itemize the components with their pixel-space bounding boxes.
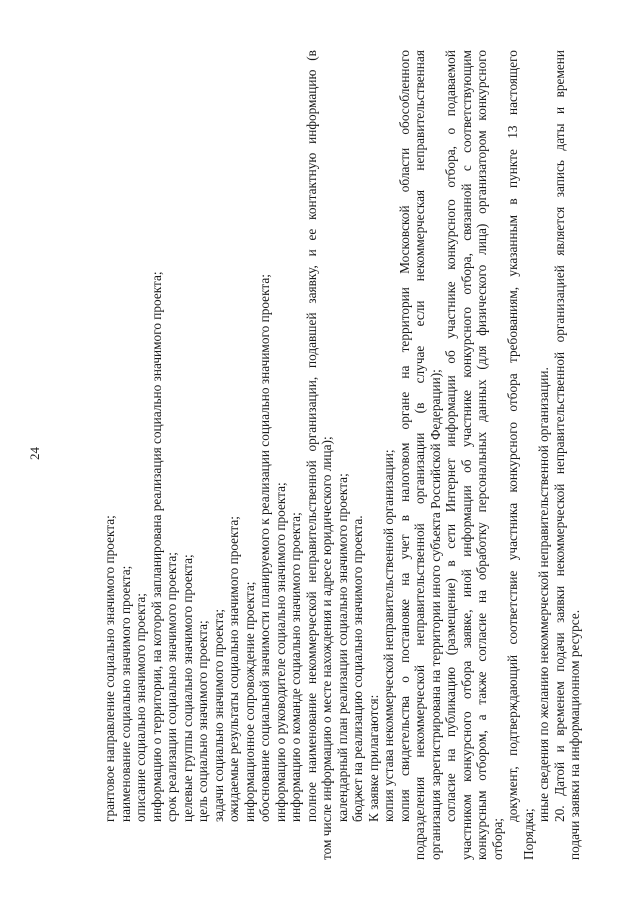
word: конкурсного: [474, 50, 489, 121]
word: неправительственной: [551, 351, 567, 475]
word: отбора: [505, 373, 520, 412]
word: заявку,: [303, 265, 319, 304]
word: запись: [551, 160, 567, 198]
word: организатором: [474, 130, 489, 214]
word: отбора: [458, 660, 474, 699]
word: обработку: [474, 522, 489, 581]
consent-line-4: отбора;: [489, 818, 505, 860]
list-item: задачи социально значимого проекта;: [210, 608, 226, 822]
word: области: [396, 147, 412, 193]
list-item: информацию о территории, на которой запланирована реализация социально значимого проекта;: [148, 271, 164, 822]
word: некоммерческой: [412, 664, 427, 758]
word: (для: [474, 345, 489, 370]
clause-20-line-1: [552, 50, 568, 860]
word: Интернет: [443, 458, 458, 513]
word: постановке: [396, 598, 412, 663]
word: публикацию: [443, 666, 458, 737]
certificate-line-2: [412, 50, 428, 860]
word: конкурсным: [474, 790, 489, 860]
consent-line-3: [474, 50, 490, 860]
word: участника: [505, 502, 520, 561]
word: организацией: [551, 265, 567, 343]
word: на: [443, 748, 458, 762]
list-item: цель социально значимого проекта;: [195, 620, 210, 822]
word: лица): [474, 223, 489, 255]
word: информацию: [303, 69, 319, 144]
word: участником: [458, 794, 474, 860]
list-item: ожидаемые результаты социально значимого проекта;: [226, 516, 241, 822]
word: в: [505, 198, 520, 205]
word: а: [474, 714, 489, 721]
list-item: наименование социально значимого проекта;: [117, 565, 133, 822]
document-line-2: Порядка;: [520, 808, 536, 860]
word: обособленного: [396, 50, 412, 135]
word: документ,: [505, 766, 520, 822]
word: информации: [458, 485, 474, 557]
page-number: 24: [27, 447, 42, 460]
word: о: [443, 127, 458, 135]
word: 20.: [551, 805, 567, 822]
list-item: грантовое направление социально значимого проекта;: [102, 515, 117, 822]
certificate-line-1: [397, 50, 413, 860]
word: пункте: [505, 149, 520, 188]
word: если: [412, 300, 427, 327]
word: подтверждающий: [505, 654, 520, 756]
word: конкурсного: [458, 307, 474, 378]
word: о: [396, 676, 412, 683]
word: отбора,: [443, 146, 458, 188]
list-item: информационное сопровождение проекта;: [241, 581, 257, 822]
word: (размещение): [443, 578, 458, 656]
charter-copy-item: копия устава некоммерческой неправительственной организации;: [381, 449, 396, 822]
word: организации,: [303, 376, 319, 452]
word: (в: [412, 402, 427, 414]
word: конкурсного: [505, 421, 520, 493]
word: и: [303, 249, 319, 257]
rotated-text-block: [27, 50, 592, 860]
word: заявке,: [458, 609, 474, 649]
word: Датой: [551, 761, 567, 796]
word: территории: [396, 287, 412, 353]
word: заявки: [551, 585, 567, 623]
list-item: описание социально значимого проекта;: [133, 593, 148, 822]
word: об: [443, 350, 458, 364]
word: неправительственная: [412, 50, 427, 171]
word: требованиям,: [505, 286, 520, 363]
list-item: бюджет на реализацию социально значимого проекта.: [350, 515, 365, 822]
word: контактную: [303, 152, 319, 220]
word: неправительственной: [412, 523, 427, 646]
word: и: [551, 745, 567, 753]
word: ее: [303, 228, 319, 241]
clause-20-line-2: подачи заявки на информационном ресурсе.: [567, 609, 582, 860]
word: на: [474, 589, 489, 604]
word: соответствующим: [458, 50, 474, 153]
list-item: целевые группы социально значимого проекта;: [179, 554, 195, 822]
word: конкурсного: [458, 711, 474, 782]
word: даты: [551, 123, 567, 151]
word: подачи: [551, 632, 567, 672]
word: также: [474, 671, 489, 705]
word: участнике: [443, 281, 458, 339]
word: участнике: [458, 389, 474, 448]
word: полное: [303, 781, 319, 822]
word: указанным: [505, 215, 520, 277]
word: учет: [396, 534, 412, 560]
word: отбором,: [474, 730, 489, 781]
word: (в: [303, 50, 319, 61]
word: конкурсного: [443, 199, 458, 270]
word: наименование: [303, 692, 319, 774]
word: некоммерческой: [303, 591, 319, 685]
word: об: [458, 459, 474, 473]
word: сети: [443, 523, 458, 549]
other-info-item: иные сведения по желанию некоммерческой неправительственной организации.: [536, 367, 551, 822]
project-info-list: [102, 50, 304, 860]
word: неправительственной: [303, 460, 319, 583]
word: физического: [474, 264, 489, 336]
word: органе: [396, 391, 412, 430]
word: на: [396, 572, 412, 586]
word: копия: [396, 789, 412, 822]
word: иной: [458, 569, 474, 598]
word: подразделения: [412, 776, 427, 860]
word: информации: [443, 375, 458, 447]
word: является: [551, 206, 567, 256]
word: организации: [412, 432, 427, 504]
word: и: [551, 106, 567, 114]
word: в: [396, 515, 412, 522]
word: на: [396, 365, 412, 379]
word: Московской: [396, 205, 412, 274]
word: свидетельства: [396, 695, 412, 777]
word: данных: [474, 379, 489, 422]
full-name-line-2: том числе информацию о месте нахождения и адресе юридического лица);: [319, 436, 334, 860]
word: временем: [551, 681, 567, 736]
consent-line-1: [443, 50, 459, 860]
consent-line-2: [459, 50, 475, 860]
full-name-line-1: [304, 50, 320, 860]
attachments-heading: К заявке прилагаются:: [365, 694, 381, 822]
plan-items-list: [335, 50, 366, 860]
word: 13: [505, 125, 520, 139]
list-item: информацию о руководителе социально значимого проекта;: [272, 482, 288, 822]
word: настоящего: [505, 50, 520, 116]
word: некоммерческая: [412, 189, 427, 282]
word: с: [458, 165, 474, 172]
word: согласие: [443, 773, 458, 822]
word: подаваемой: [443, 50, 458, 117]
word: налоговом: [396, 442, 412, 502]
list-item: календарный план реализации социально значимого проекта;: [334, 473, 350, 822]
word: случае: [412, 345, 427, 384]
list-item: информацию о команде социально значимого проекта;: [288, 512, 303, 822]
word: соответствие: [505, 570, 520, 645]
document-line-1: [505, 50, 521, 860]
list-item: срок реализации социально значимого проекта;: [164, 552, 179, 822]
word: персональных: [474, 431, 489, 513]
list-item: обоснование социальной значимости планируемого к реализации социально значимого проекта;: [257, 274, 272, 822]
word: согласие: [474, 612, 489, 662]
word: времени: [551, 50, 567, 98]
word: отбора,: [458, 253, 474, 295]
word: в: [443, 560, 458, 567]
certificate-line-3: организация зарегистрирована на территории иного субъекта Российской Федерации);: [427, 369, 443, 860]
word: связанной: [458, 183, 474, 241]
word: некоммерческой: [551, 483, 567, 577]
word: подавшей: [303, 312, 319, 369]
